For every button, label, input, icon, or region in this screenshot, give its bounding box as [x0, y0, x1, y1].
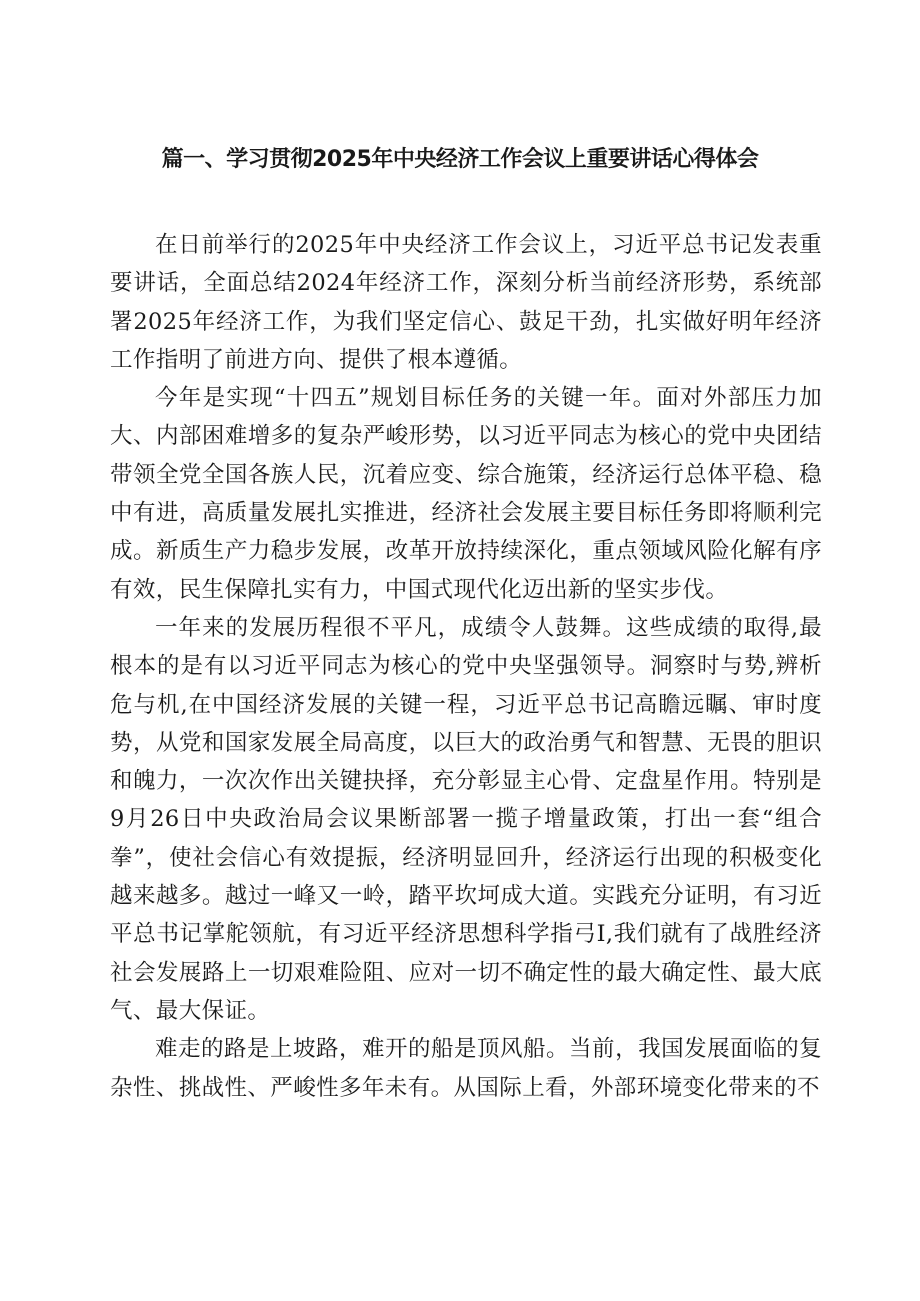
paragraph-1: 在日前举行的2025年中央经济工作会议上，习近平总书记发表重要讲话，全面总结2024年经济工作，深刻分析当前经济形势，系统部署2025年经济工作，为我们坚定信心、鼓足干劲，扎实做好明年经济工作指明了前进方向、提供了根本遵循。: [110, 232, 822, 373]
document-title: 篇一、学习贯彻2025年中央经济工作会议上重要讲话心得体会: [161, 147, 759, 172]
paragraph-4: 难走的路是上坡路，难开的船是顶风船。当前，我国发展面临的复杂性、挑战性、严峻性多年未有。从国际上看，外部环境变化带来的不: [110, 1036, 822, 1101]
paragraph-3: 一年来的发展历程很不平凡，成绩令人鼓舞。这些成绩的取得,最根本的是有以习近平同志为核心的党中央坚强领导。洞察时与势,辨析危与机,在中国经济发展的关键一程，习近平总书记高瞻远瞩、审时度势，从党和国家发展全局高度，以巨大的政治勇气和智慧、无畏的胆识和魄力，一次次作出关键抉择，充分彰显主心骨、定盘星作用。特别是9月26日中央政治局会议果断部署一揽子增量政策，打出一套“组合拳”，使社会信心有效提振，经济明显回升，经济运行出现的积极变化越来越多。越过一峰又一岭，踏平坎坷成大道。实践充分证明，有习近平总书记掌舵领航，有习近平经济思想科学指弓I,我们就有了战胜经济社会发展路上一切艰难险阻、应对一切不确定性的最大确定性、最大底气、最大保证。: [110, 614, 822, 1024]
paragraph-2: 今年是实现“十四五”规划目标任务的关键一年。面对外部压力加大、内部困难增多的复杂严峻形势，以习近平同志为核心的党中央团结带领全党全国各族人民，沉着应变、综合施策，经济运行总体平稳、稳中有进，高质量发展扎实推进，经济社会发展主要目标任务即将顺利完成。新质生产力稳步发展，改革开放持续深化，重点领域风险化解有序有效，民生保障扎实有力，中国式现代化迈出新的坚实步伐。: [110, 385, 822, 603]
document-body: [110, 226, 822, 1107]
